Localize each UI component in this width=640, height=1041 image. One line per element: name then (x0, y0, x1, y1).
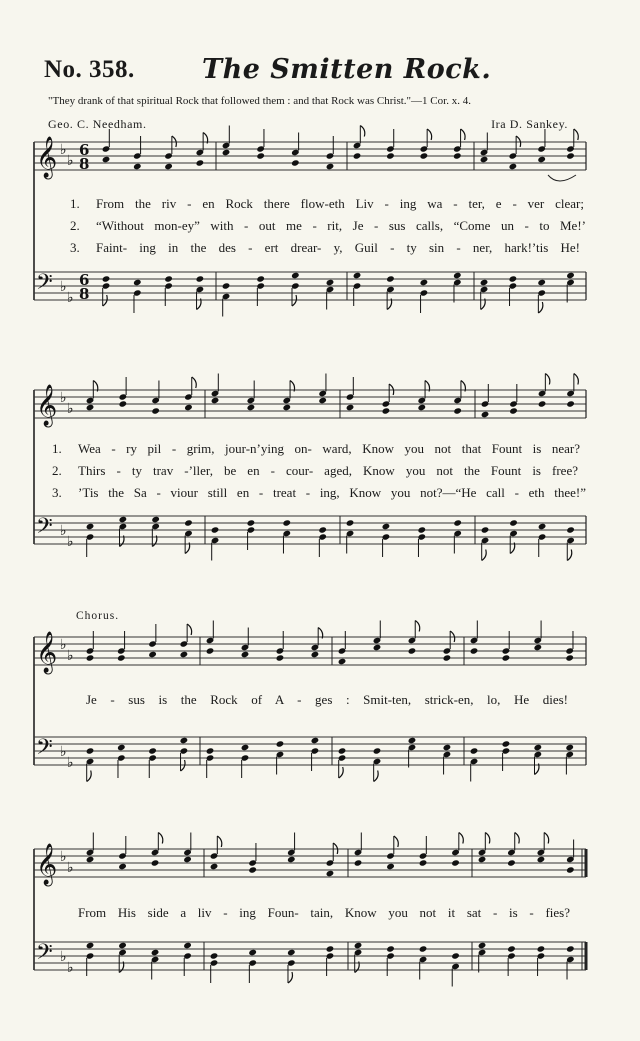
treble-clef-icon: 𝄞 (36, 137, 58, 178)
note-head (453, 272, 462, 279)
note-flag (545, 374, 550, 385)
note-head (210, 952, 219, 959)
note-head (382, 523, 391, 530)
note-head (470, 747, 479, 754)
note-head (326, 163, 335, 170)
note-head (509, 407, 518, 414)
note-flag (538, 302, 543, 313)
note-head (222, 282, 231, 289)
note-head (86, 404, 95, 411)
note-head (382, 407, 391, 414)
note-head (470, 647, 479, 654)
note-head (354, 942, 363, 949)
note-head (373, 747, 382, 754)
note-head (566, 272, 575, 279)
note-head (386, 945, 395, 952)
note-head (353, 272, 362, 279)
verse-text: ’Tis the Sa - viour still en - treat - ing, Know you not?—“He call - eth thee!” (78, 485, 586, 500)
verse-text: From the riv - en Rock there flow-eth Liv - ing wa - ter, e - ver clear; (96, 196, 584, 211)
note-head (151, 949, 160, 956)
note-head (183, 856, 192, 863)
note-flag (482, 550, 487, 561)
treble-clef-icon: 𝄞 (36, 844, 58, 885)
note-head (248, 866, 257, 873)
note-flag (516, 136, 521, 147)
treble-clef-icon: 𝄞 (36, 385, 58, 426)
note-head (338, 658, 347, 665)
note-head (326, 945, 335, 952)
bass-clef-icon: 𝄢 (36, 514, 53, 544)
verse-number: 3. (52, 485, 62, 500)
note-head (318, 526, 327, 533)
note-head (206, 747, 215, 754)
flat-sign-icon: ♭ (67, 290, 74, 306)
note-head (151, 859, 160, 866)
note-head (353, 152, 362, 159)
note-head (386, 152, 395, 159)
note-head (509, 519, 518, 526)
note-head (118, 942, 127, 949)
note-head (102, 275, 111, 282)
note-head (480, 156, 489, 163)
note-head (566, 866, 575, 873)
note-head (534, 644, 543, 651)
note-flag (217, 836, 222, 847)
note-head (502, 740, 511, 747)
verse-text: Wea - ry pil - grim, jour-n’ying on- ward, Know you not that Fount is near? (78, 441, 580, 456)
note-head (276, 654, 285, 661)
treble-clef-icon: 𝄞 (36, 632, 58, 673)
flat-sign-icon: ♭ (60, 279, 67, 295)
note-head (419, 859, 428, 866)
note-flag (574, 374, 579, 385)
flat-sign-icon: ♭ (67, 648, 74, 664)
note-flag (87, 771, 92, 782)
note-head (180, 651, 189, 658)
bass-clef-icon: 𝄢 (36, 940, 53, 970)
chorus-text: Je - sus is the Rock of A - ges : Smit-ten, strick-en, lo, He dies! (86, 692, 568, 707)
note-head (453, 407, 462, 414)
note-head (184, 519, 193, 526)
note-head (151, 407, 160, 414)
note-head (478, 856, 487, 863)
slur (548, 175, 576, 181)
verse-number: 1. (52, 441, 62, 456)
note-head (117, 654, 126, 661)
note-flag (415, 621, 420, 632)
flat-sign-icon: ♭ (67, 401, 74, 417)
note-head (248, 949, 257, 956)
note-flag (103, 295, 108, 306)
note-head (119, 516, 128, 523)
note-head (180, 737, 189, 744)
note-head (282, 519, 291, 526)
note-head (417, 526, 426, 533)
scripture-epigraph: "They drank of that spiritual Rock that followed them : and that Rock was Christ."—1 Cor. x. 4. (48, 95, 471, 107)
note-head (386, 275, 395, 282)
note-head (256, 275, 265, 282)
note-flag (288, 972, 293, 983)
note-head (566, 152, 575, 159)
note-head (565, 654, 574, 661)
note-flag (158, 833, 163, 844)
bass-clef-icon: 𝄢 (36, 735, 53, 765)
note-head (222, 149, 231, 156)
note-flag (461, 129, 466, 140)
note-head (509, 163, 518, 170)
note-head (419, 945, 428, 952)
note-head (451, 859, 460, 866)
note-flag (374, 771, 379, 782)
note-head (276, 740, 285, 747)
note-head (86, 654, 95, 661)
note-flag (515, 833, 520, 844)
note-head (151, 516, 160, 523)
note-head (311, 737, 320, 744)
note-head (287, 856, 296, 863)
note-head (502, 654, 511, 661)
note-head (86, 747, 95, 754)
composer-credit: Ira D. Sankey. (491, 117, 568, 131)
note-head (326, 870, 335, 877)
time-signature-digit: 6 (79, 271, 90, 289)
note-head (509, 275, 518, 282)
note-flag (450, 631, 455, 642)
flat-sign-icon: ♭ (60, 390, 67, 406)
note-head (118, 863, 127, 870)
note-head (241, 651, 250, 658)
note-head (386, 863, 395, 870)
flat-sign-icon: ♭ (60, 849, 67, 865)
note-head (196, 275, 205, 282)
note-head (247, 519, 256, 526)
note-head (481, 526, 490, 533)
note-head (478, 942, 487, 949)
note-head (481, 411, 490, 418)
note-head (565, 744, 574, 751)
note-head (318, 397, 327, 404)
verse-number: 3. (70, 240, 80, 255)
note-head (211, 526, 220, 533)
note-flag (187, 624, 192, 635)
note-head (164, 275, 173, 282)
note-head (311, 651, 320, 658)
note-head (480, 279, 489, 286)
note-head (119, 400, 128, 407)
note-flag (292, 295, 297, 306)
flat-sign-icon: ♭ (60, 142, 67, 158)
time-signature-digit: 8 (79, 285, 90, 303)
note-head (537, 856, 546, 863)
note-head (453, 519, 462, 526)
note-flag (485, 833, 490, 844)
note-head (417, 404, 426, 411)
note-head (102, 156, 111, 163)
note-head (354, 859, 363, 866)
note-head (566, 400, 575, 407)
note-head (453, 152, 462, 159)
flat-sign-icon: ♭ (60, 523, 67, 539)
note-head (420, 279, 429, 286)
verse-number: 2. (70, 218, 80, 233)
verse-text: Faint- ing in the des - ert drear- y, Guil - ty sin - ner, hark!’tis He! (96, 240, 580, 255)
verse-number: 2. (52, 463, 62, 478)
note-flag (459, 833, 464, 844)
note-flag (574, 129, 579, 140)
note-head (287, 949, 296, 956)
note-head (148, 747, 157, 754)
note-flag (339, 767, 344, 778)
note-flag (172, 136, 177, 147)
note-head (117, 744, 126, 751)
note-head (373, 644, 382, 651)
note-head (346, 519, 355, 526)
flat-sign-icon: ♭ (67, 534, 74, 550)
note-flag (181, 760, 186, 771)
time-signature-digit: 8 (79, 155, 90, 173)
verse-text: “Without mon-ey” with - out me - rit, Je - sus calls, “Come un - to Me!’ (96, 218, 586, 233)
note-head (451, 952, 460, 959)
time-signature-digit: 6 (79, 141, 90, 159)
note-head (206, 647, 215, 654)
flat-sign-icon: ♭ (60, 744, 67, 760)
note-head (241, 744, 250, 751)
note-head (86, 856, 95, 863)
lyricist-credit: Geo. C. Needham. (48, 117, 147, 131)
note-head (86, 942, 95, 949)
note-head (408, 737, 417, 744)
hymn-title: The Smitten Rock. (202, 54, 492, 85)
note-head (196, 159, 205, 166)
note-flag (389, 384, 394, 395)
note-head (148, 651, 157, 658)
note-flag (394, 836, 399, 847)
flat-sign-icon: ♭ (67, 755, 74, 771)
note-head (256, 152, 265, 159)
note-head (534, 744, 543, 751)
note-head (566, 945, 575, 952)
note-head (183, 942, 192, 949)
note-head (338, 747, 347, 754)
chorus-text: From His side a liv - ing Foun- tain, Know you not it sat - is - fies? (78, 905, 570, 920)
note-head (443, 654, 452, 661)
note-head (420, 152, 429, 159)
flat-sign-icon: ♭ (67, 960, 74, 976)
note-head (133, 279, 142, 286)
note-flag (333, 843, 338, 854)
verse-number: 1. (70, 196, 80, 211)
bass-clef-icon: 𝄢 (36, 270, 53, 300)
flat-sign-icon: ♭ (67, 860, 74, 876)
note-head (507, 945, 516, 952)
note-head (326, 279, 335, 286)
note-flag (567, 550, 572, 561)
hymn-number: No. 358. (44, 56, 135, 83)
note-flag (544, 833, 549, 844)
flat-sign-icon: ♭ (67, 153, 74, 169)
chorus-label: Chorus. (76, 610, 120, 622)
verse-text: Thirs - ty trav -’ller, be en - cour- aged, Know you not the Fount is free? (78, 463, 578, 478)
note-head (210, 863, 219, 870)
note-head (537, 279, 546, 286)
note-head (346, 404, 355, 411)
note-head (566, 526, 575, 533)
note-head (291, 272, 300, 279)
note-head (537, 156, 546, 163)
note-head (86, 523, 95, 530)
note-head (538, 400, 547, 407)
note-head (408, 647, 417, 654)
flat-sign-icon: ♭ (60, 949, 67, 965)
note-head (291, 159, 300, 166)
note-head (282, 404, 291, 411)
note-head (247, 404, 256, 411)
note-flag (192, 377, 197, 388)
note-head (443, 744, 452, 751)
note-flag (360, 126, 365, 137)
note-head (538, 523, 547, 530)
note-head (184, 404, 193, 411)
note-head (164, 163, 173, 170)
flat-sign-icon: ♭ (60, 637, 67, 653)
note-head (507, 859, 516, 866)
note-head (133, 163, 142, 170)
note-flag (427, 129, 432, 140)
note-head (537, 945, 546, 952)
note-head (211, 397, 220, 404)
